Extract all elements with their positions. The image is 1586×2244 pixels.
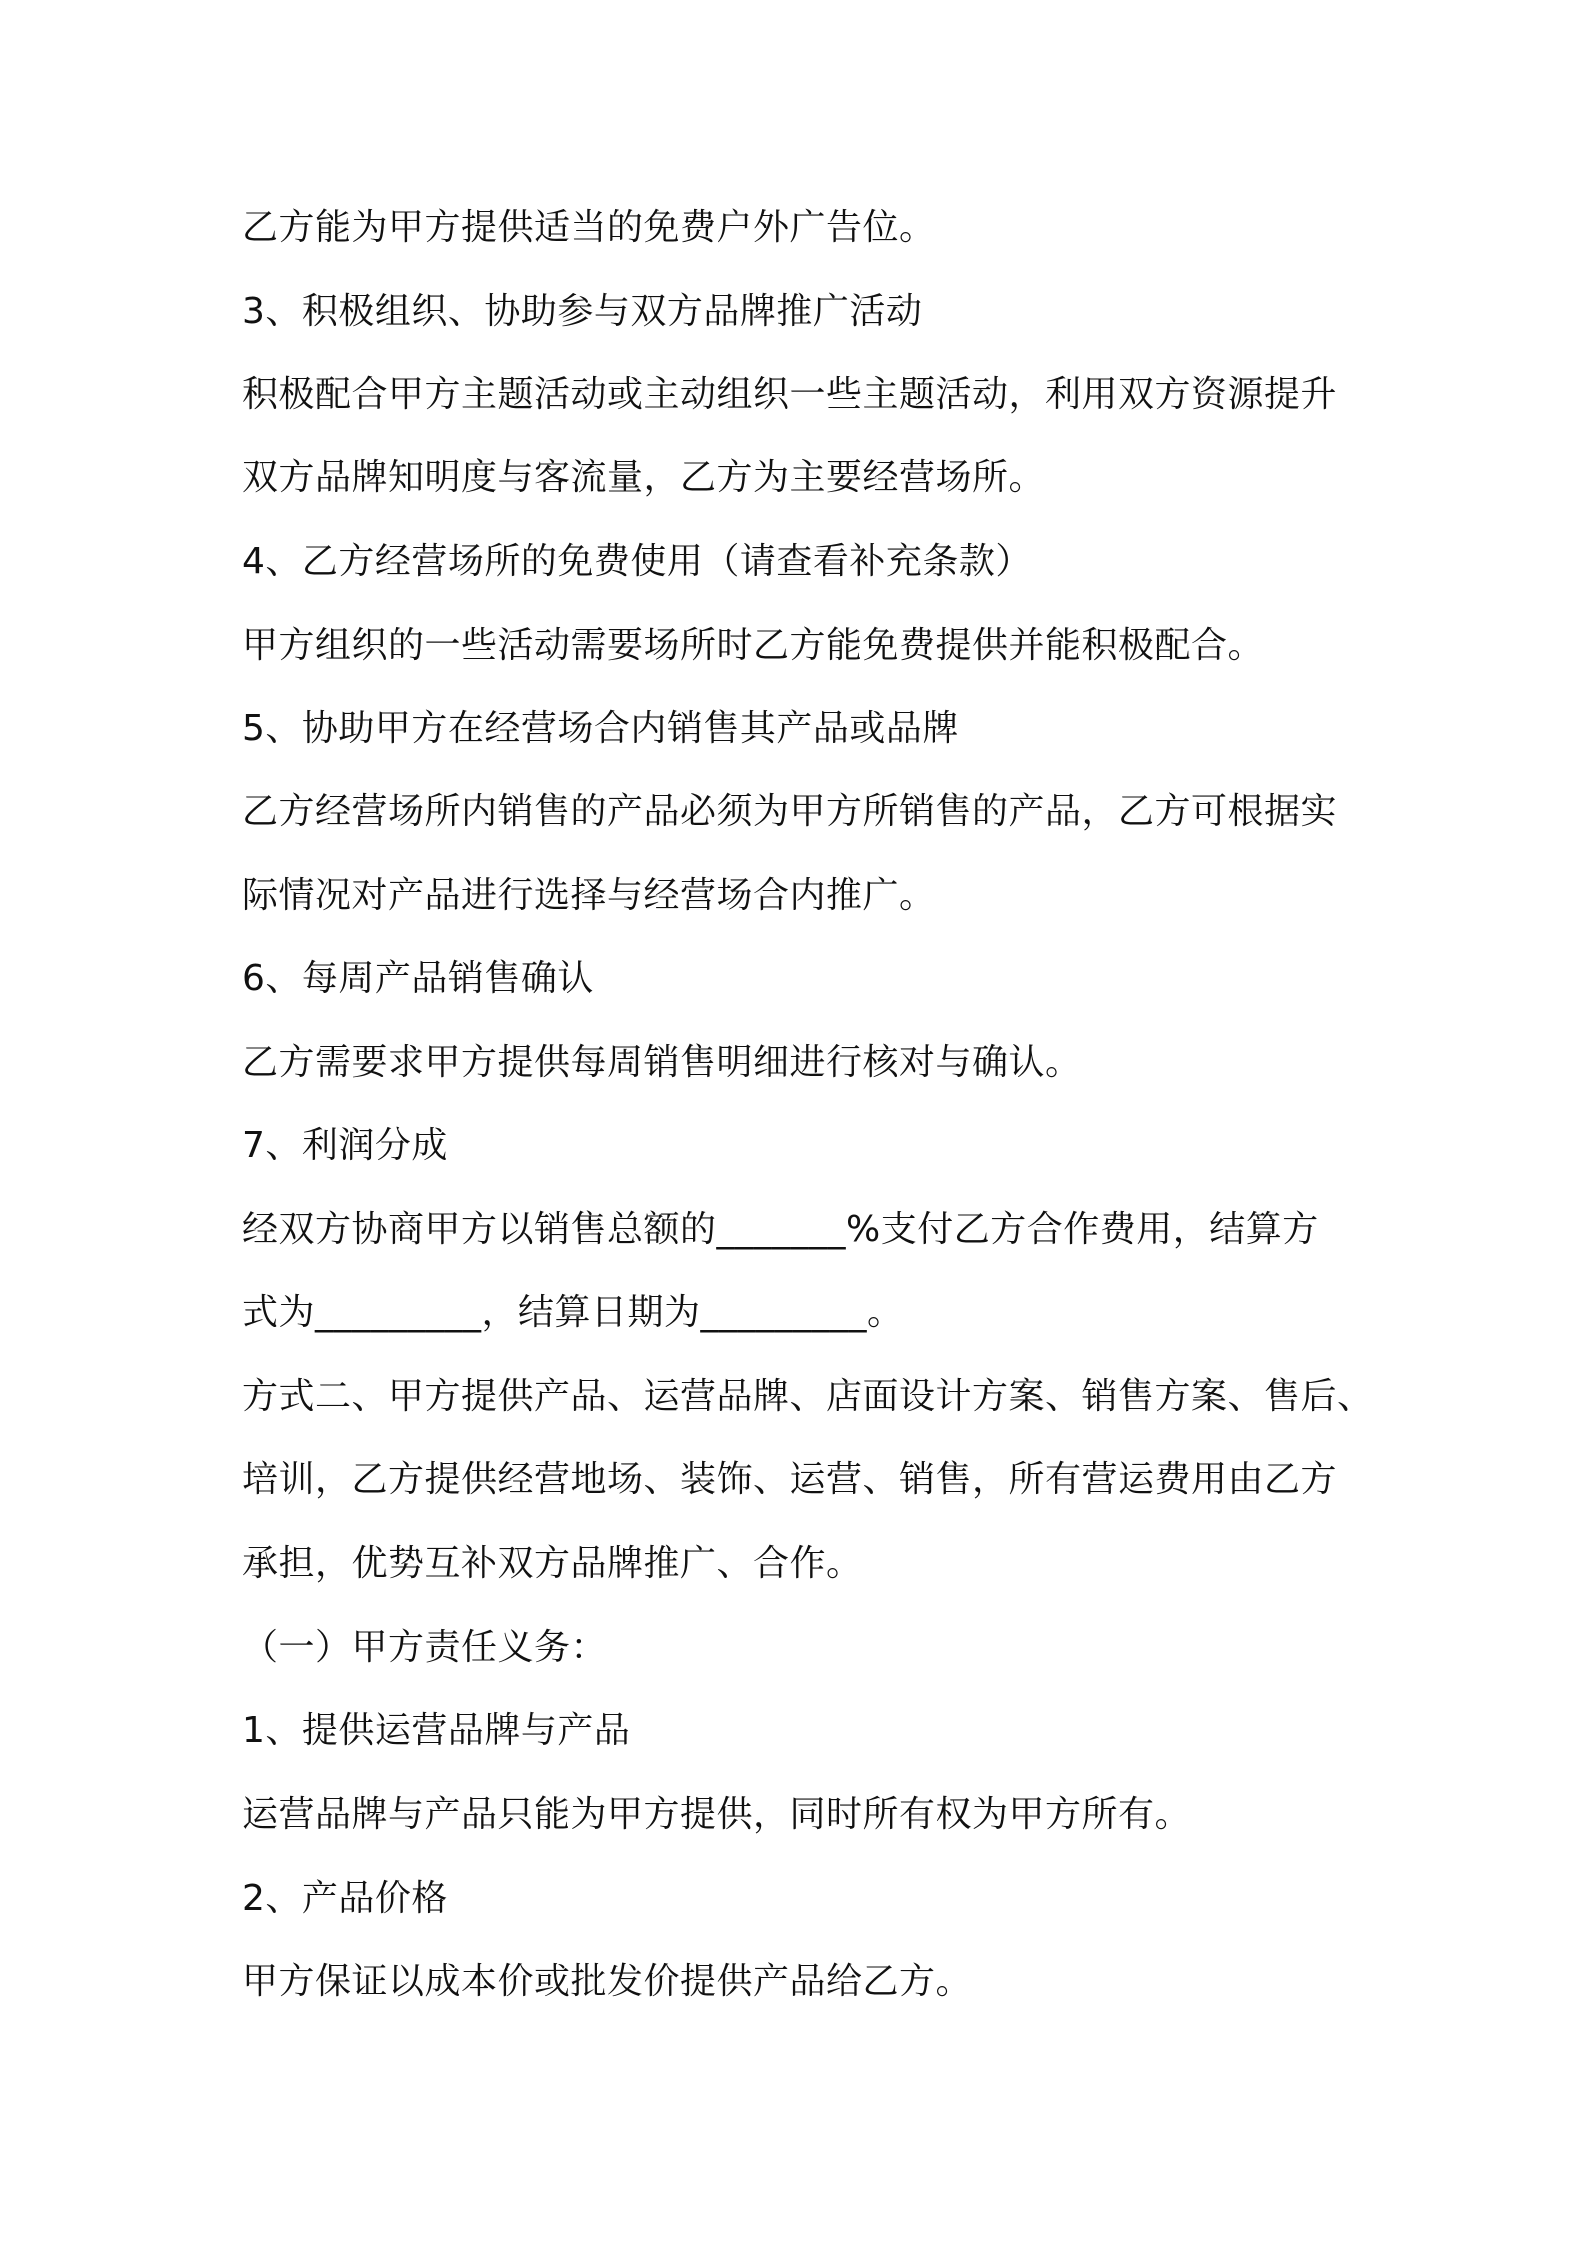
paragraph-text: 培训，乙方提供经营地场、装饰、运营、销售，所有营运费用由乙方	[242, 1459, 1338, 1500]
paragraph-text: 式为_________，结算日期为_________。	[242, 1292, 904, 1333]
section-heading-6: 6、每周产品销售确认	[242, 958, 594, 999]
paragraph-text: 方式二、甲方提供产品、运营品牌、店面设计方案、销售方案、售后、	[242, 1376, 1374, 1417]
paragraph-text: 双方品牌知明度与客流量，乙方为主要经营场所。	[242, 457, 1046, 498]
paragraph-text: 甲方组织的一些活动需要场所时乙方能免费提供并能积极配合。	[242, 625, 1265, 666]
section-heading-7: 7、利润分成	[242, 1125, 448, 1166]
paragraph-text: 乙方需要求甲方提供每周销售明细进行核对与确认。	[242, 1042, 1082, 1083]
section-heading-3: 3、积极组织、协助参与双方品牌推广活动	[242, 291, 923, 332]
paragraph-text: 甲方保证以成本价或批发价提供产品给乙方。	[242, 1961, 973, 2002]
subsection-heading: （一）甲方责任义务：	[242, 1627, 608, 1668]
section-heading-5: 5、协助甲方在经营场合内销售其产品或品牌	[242, 708, 959, 749]
section-heading-4: 4、乙方经营场所的免费使用（请查看补充条款）	[242, 541, 1032, 582]
paragraph-text: 际情况对产品进行选择与经营场合内推广。	[242, 875, 936, 916]
paragraph-text: 乙方能为甲方提供适当的免费户外广告位。	[242, 207, 936, 248]
paragraph-text: 乙方经营场所内销售的产品必须为甲方所销售的产品，乙方可根据实	[242, 791, 1338, 832]
paragraph-text: 运营品牌与产品只能为甲方提供，同时所有权为甲方所有。	[242, 1794, 1192, 1835]
section-heading-2: 2、产品价格	[242, 1878, 448, 1919]
section-heading-1: 1、提供运营品牌与产品	[242, 1710, 631, 1751]
paragraph-text: 经双方协商甲方以销售总额的_______%支付乙方合作费用，结算方	[242, 1209, 1319, 1250]
paragraph-text: 承担，优势互补双方品牌推广、合作。	[242, 1543, 863, 1584]
paragraph-text: 积极配合甲方主题活动或主动组织一些主题活动，利用双方资源提升	[242, 374, 1338, 415]
